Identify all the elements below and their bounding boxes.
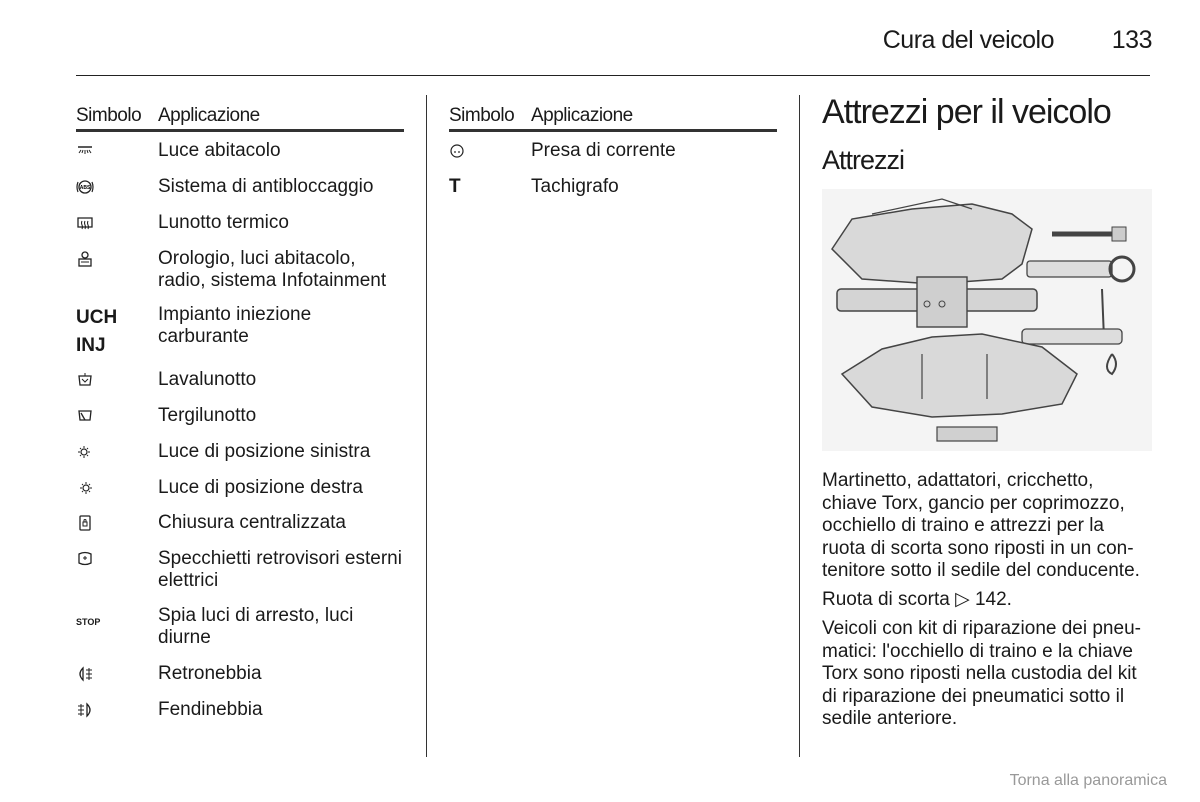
front-fog-icon [76, 699, 158, 721]
table-row [449, 176, 777, 198]
application-label: Lunotto termico [158, 212, 289, 233]
table-row [76, 140, 404, 162]
central-locking-icon [76, 512, 158, 534]
back-to-overview-link[interactable]: Torna alla panoramica [1009, 772, 1167, 789]
page-number: 133 [1111, 26, 1152, 54]
svg-text:ABS: ABS [79, 184, 91, 191]
table-row [76, 477, 404, 499]
rear-fog-icon [76, 663, 158, 685]
application-label: Retronebbia [158, 663, 262, 684]
table-row [76, 699, 404, 721]
column-divider-2 [799, 95, 800, 757]
paragraph-repair-kit: Veicoli con kit di riparazione dei pneu-matici: l'occhiello di traino e la chiave Torx sono riposti nella custodia del kit di riparazione dei pneumatici sotto il sedile anteriore. [822, 618, 1141, 729]
application-label: Tergilunotto [158, 405, 257, 426]
section-title: Cura del veicolo [882, 26, 1054, 54]
table-row [76, 512, 404, 534]
section-heading: Attrezzi per il veicolo [822, 93, 1111, 131]
clock-radio-icon [76, 248, 158, 292]
table-row [76, 441, 404, 463]
application-label: Spia luci di arresto, luci diurne [158, 605, 354, 648]
abs-icon [76, 176, 158, 198]
rear-wiper-icon [76, 405, 158, 427]
table-row [76, 248, 404, 292]
table-row [76, 605, 404, 649]
table-row [76, 176, 404, 198]
application-label: Tachigrafo [531, 176, 619, 197]
application-label: Luce abitacolo [158, 140, 281, 161]
table-row [76, 548, 404, 592]
application-label: Presa di corrente [531, 140, 676, 161]
header-symbol: Simbolo [76, 105, 142, 126]
mirror-icon [76, 548, 158, 592]
power-outlet-icon [449, 140, 531, 162]
paragraph-tools: Martinetto, adattatori, cricchetto, chiave Torx, gancio per coprimozzo, occhiello di traino e attrezzi per la ruota di scorta sono riposti in un con-tenitore sotto il sedile del conducente. [822, 470, 1140, 581]
table-row [76, 212, 404, 234]
table-header [76, 101, 404, 132]
table-row [76, 304, 404, 360]
subsection-heading: Attrezzi [822, 145, 905, 175]
stop-symbol: STOP [76, 617, 101, 627]
header-rule [76, 75, 1150, 76]
paragraph-spare-wheel [822, 589, 1152, 612]
symbol-table-right [449, 101, 777, 132]
application-label: Chiusura centralizzata [158, 512, 346, 533]
parking-light-right-icon [76, 477, 158, 499]
spare-wheel-link[interactable]: Ruota di scorta ▷ 142. [822, 589, 1012, 610]
table-header [449, 101, 777, 132]
table-row [76, 369, 404, 391]
application-label: Lavalunotto [158, 369, 257, 390]
application-label: Luce di posizione sinistra [158, 441, 371, 462]
column-divider-1 [426, 95, 427, 757]
rear-washer-icon [76, 369, 158, 391]
table-row [76, 405, 404, 427]
application-label: Fendinebbia [158, 699, 263, 720]
table-row [449, 140, 777, 162]
application-label: Orologio, luci abitacolo, radio, sistema Infotainment [158, 248, 387, 291]
uch-inj-symbol: UCH INJ [76, 307, 118, 356]
header-application: Applicazione [531, 105, 633, 126]
interior-light-icon [76, 140, 158, 162]
symbol-table-left [76, 101, 404, 132]
table-row [76, 663, 404, 685]
header-symbol: Simbolo [449, 105, 515, 126]
application-label: Sistema di antibloccaggio [158, 176, 374, 197]
parking-light-left-icon [76, 441, 158, 463]
application-label: Luce di posizione destra [158, 477, 363, 498]
header-application: Applicazione [158, 105, 260, 126]
tachograph-symbol: T [449, 176, 461, 197]
application-label: Specchietti retrovisori esterni elettrici [158, 548, 402, 591]
tools-illustration [822, 189, 1152, 451]
application-label: Impianto iniezione carburante [158, 304, 312, 347]
rear-defrost-icon [76, 212, 158, 234]
